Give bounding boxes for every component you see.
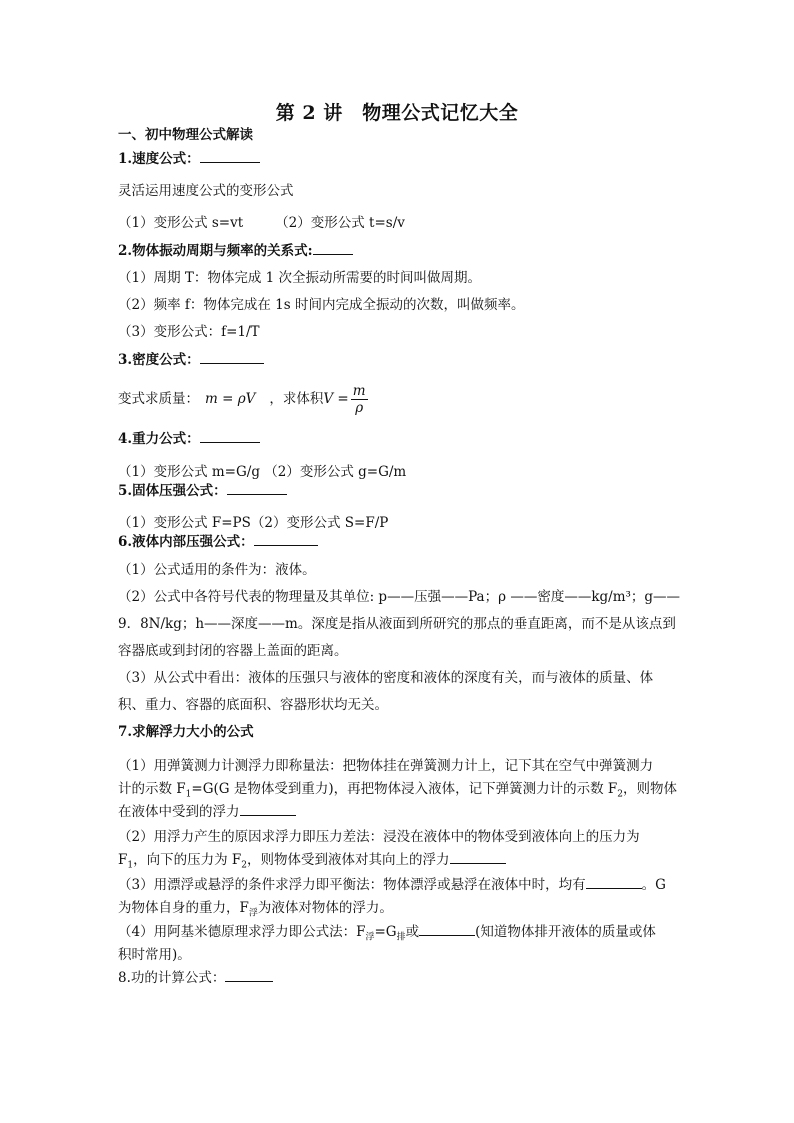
buoyancy-a-line-1: （1）用弹簧测力计测浮力即称量法：把物体挂在弹簧测力计上，记下其在空气中弹簧测力 — [118, 758, 654, 774]
liquid-line-1: （1）公式适用的条件为：液体。 — [118, 562, 316, 578]
period-blank[interactable] — [313, 242, 353, 255]
period-line-1: （1）周期 T：物体完成 1 次全振动所需要的时间叫做周期。 — [118, 270, 482, 286]
speed-heading: 1.速度公式： — [118, 150, 678, 168]
liquid-pressure-blank[interactable] — [254, 533, 318, 546]
speed-variants: （1）变形公式 s=vt （2）变形公式 t=s/v — [118, 215, 405, 231]
work-blank[interactable] — [225, 969, 273, 982]
solid-pressure-blank[interactable] — [227, 482, 287, 495]
buoyancy-a-blank[interactable] — [240, 803, 296, 816]
period-heading: 2.物体振动周期与频率的关系式: — [118, 242, 678, 260]
liquid-line-2: （2）公式中各符号代表的物理量及其单位: p——压强——Pa；ρ ——密度——kg/m³；g—— — [118, 589, 681, 605]
liquid-line-4: 容器底或到封闭的容器上盖面的距离。 — [118, 643, 348, 659]
density-blank[interactable] — [200, 351, 264, 364]
volume-formula-lhs: V = — [323, 391, 349, 407]
buoyancy-c-line-1: （3）用漂浮或悬浮的条件求浮力即平衡法：物体漂浮或悬浮在液体中时，均有 。G — [118, 877, 666, 893]
gravity-blank[interactable] — [200, 430, 260, 443]
liquid-pressure-heading: 6.液体内部压强公式： — [118, 533, 678, 551]
section-heading: 一、初中物理公式解读 — [118, 127, 253, 143]
buoyancy-c-line-2: 为物体自身的重力，$F_浮$为液体对物体的浮力。 — [118, 900, 393, 919]
buoyancy-b-blank[interactable] — [450, 851, 506, 864]
density-heading: 3.密度公式： — [118, 351, 678, 369]
speed-intro: 灵活运用速度公式的变形公式 — [118, 183, 294, 199]
volume-fraction: $\frac{m}{\rho}$ — [352, 383, 366, 416]
speed-blank[interactable] — [200, 150, 260, 163]
mass-formula: m = ρV — [205, 391, 256, 407]
liquid-line-3: 9．8N/kg；h——深度——m。深度是指从液面到所研究的那点的垂直距离，而不是从该点到 — [118, 616, 676, 632]
solid-pressure-variants: （1）变形公式 F=PS（2）变形公式 S=F/P — [118, 515, 389, 531]
buoyancy-heading: 7.求解浮力大小的公式 — [118, 724, 254, 740]
solid-pressure-heading: 5.固体压强公式： — [118, 482, 678, 500]
buoyancy-a-line-2: 计的示数 $F_1=G(G$ 是物体受到重力)，再把物体浸入液体，记下弹簧测力计的示数 $F_2$，则物体 — [118, 781, 678, 800]
liquid-line-6: 积、重力、容器的底面积、容器形状均无关。 — [118, 697, 388, 713]
gravity-heading: 4.重力公式： — [118, 430, 678, 448]
work-heading: 8.功的计算公式： — [118, 969, 678, 987]
period-line-2: （2）频率 f：物体完成在 1s 时间内完成全振动的次数，叫做频率。 — [118, 297, 525, 313]
buoyancy-d-line-2: 积时常用)。 — [118, 947, 191, 963]
density-variants: 变式求质量： m = ρV ，求体积V = $\frac{m}{\rho}$ — [118, 383, 366, 416]
liquid-line-5: （3）从公式中看出：液体的压强只与液体的密度和液体的深度有关，而与液体的质量、体 — [118, 670, 654, 686]
buoyancy-d-line-1: （4）用阿基米德原理求浮力即公式法：$F_浮=G_排$或 (知道物体排开液体的质量或体 — [118, 924, 656, 943]
buoyancy-b-line-1: （2）用浮力产生的原因求浮力即压力差法：浸没在液体中的物体受到液体向上的压力为 — [118, 829, 640, 845]
period-line-3: （3）变形公式：f=1/T — [118, 324, 260, 340]
page-title: 第 2 讲 物理公式记忆大全 — [275, 102, 519, 124]
buoyancy-c-blank[interactable] — [586, 876, 642, 889]
gravity-variants: （1）变形公式 m=G/g （2）变形公式 g=G/m — [118, 464, 407, 480]
buoyancy-d-blank[interactable] — [419, 923, 475, 936]
buoyancy-b-line-2: $F_1$，向下的压力为 $F_2$，则物体受到液体对其向上的浮力 — [118, 851, 678, 875]
buoyancy-a-line-3: 在液体中受到的浮力 — [118, 803, 678, 821]
